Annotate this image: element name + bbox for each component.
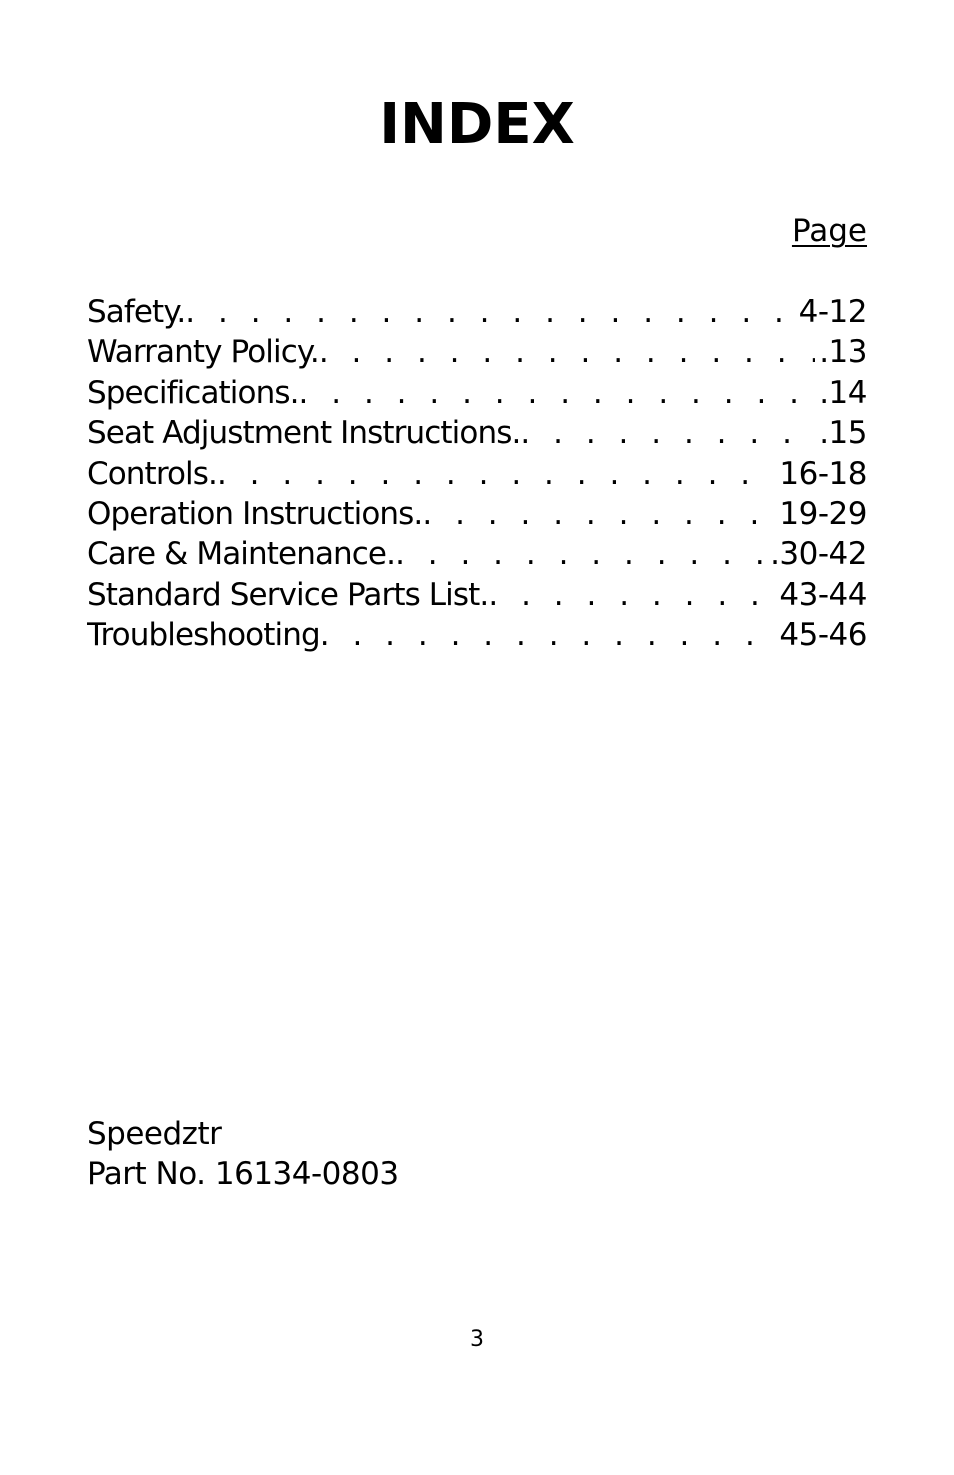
toc-entry-label: Standard Service Parts List. [87, 576, 489, 613]
toc-entry-label: Troubleshooting [87, 617, 320, 654]
toc-entry-page: .13 [819, 334, 867, 371]
toc-entry-label: Specifications. [87, 374, 299, 411]
toc-entry-page: 43-44 [779, 576, 867, 613]
toc-entry-specifications[interactable] [87, 373, 867, 413]
toc-entry-warranty-policy[interactable] [87, 332, 867, 372]
toc-leader-dots [217, 454, 775, 494]
toc-leader-dots [395, 534, 766, 574]
toc-entry-label: Operation Instructions. [87, 495, 423, 532]
toc-entry-operation-instructions[interactable] [87, 494, 867, 534]
toc-entry-label: Safety. [87, 294, 186, 330]
toc-leader-dots [299, 373, 816, 413]
toc-entry-page: .14 [819, 374, 867, 411]
toc-leader-dots [320, 615, 776, 655]
toc-entry-label: Controls. [87, 455, 217, 492]
product-name: Speedztr [87, 1116, 222, 1152]
toc-leader-dots [185, 292, 794, 332]
toc-entry-care-maintenance[interactable] [87, 534, 867, 574]
page-number: 3 [470, 1327, 484, 1352]
toc-entry-page: .15 [819, 415, 867, 452]
toc-entry-seat-adjustment[interactable] [87, 413, 867, 453]
toc-entry-label: Warranty Policy. [87, 334, 319, 371]
toc-entry-page: .30-42 [770, 536, 867, 573]
toc-entry-page: 4-12 [798, 294, 867, 330]
toc-entry-controls[interactable] [87, 454, 867, 494]
toc-leader-dots [520, 413, 815, 453]
page-column-header: Page [791, 213, 867, 249]
toc-entry-page: 19-29 [779, 495, 867, 532]
toc-leader-dots [422, 494, 775, 534]
toc-entry-page: 45-46 [779, 617, 867, 654]
toc-entry-safety[interactable] [87, 292, 867, 332]
table-of-contents [87, 292, 867, 656]
toc-leader-dots [319, 332, 815, 372]
product-info [87, 1114, 399, 1194]
toc-entry-label: Care & Maintenance. [87, 536, 396, 573]
toc-leader-dots [488, 575, 775, 615]
toc-entry-service-parts-list[interactable] [87, 575, 867, 615]
page-title: INDEX [379, 92, 575, 157]
toc-entry-label: Seat Adjustment Instructions. [87, 415, 521, 452]
part-number: Part No. 16134-0803 [87, 1156, 399, 1192]
toc-entry-page: 16-18 [779, 455, 867, 492]
toc-entry-troubleshooting[interactable] [87, 615, 867, 655]
